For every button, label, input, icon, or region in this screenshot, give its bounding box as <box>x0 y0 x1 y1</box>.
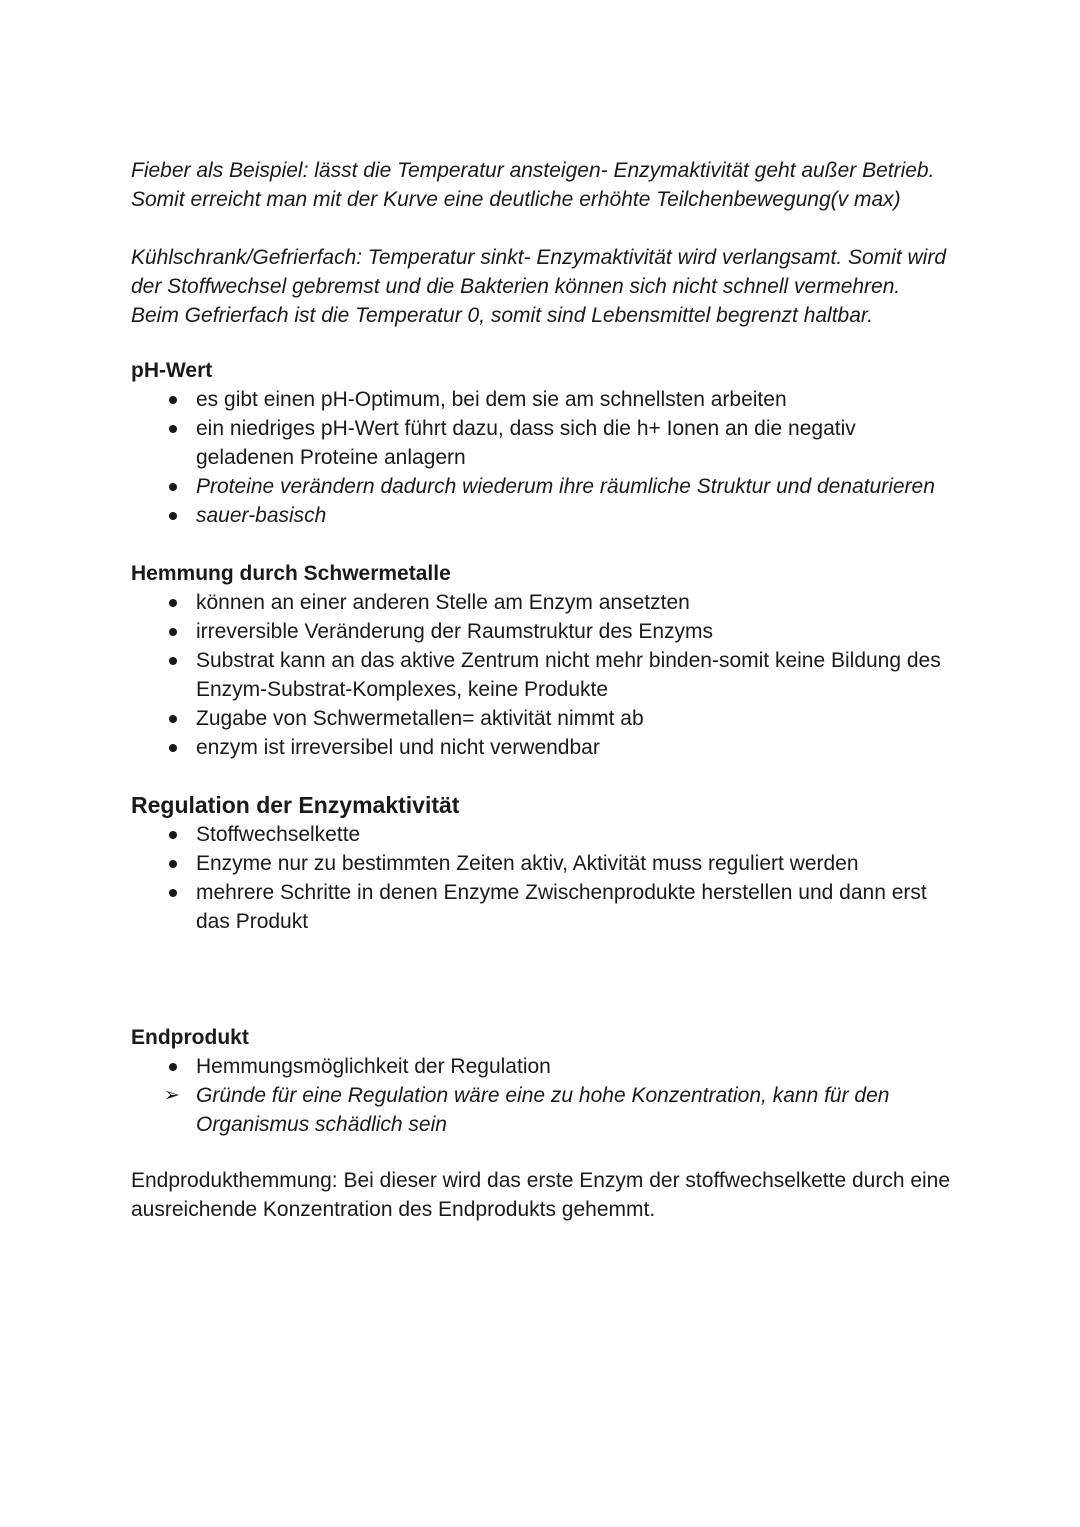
list-item-text: Substrat kann an das aktive Zentrum nicht mehr binden-somit keine Bildung des Enzym-Substrat-Komplexes, keine Produkte <box>196 649 941 701</box>
list-item <box>131 472 951 501</box>
arrow-bullet-icon: ➢ <box>164 1085 180 1106</box>
list-item <box>131 414 951 472</box>
list-item <box>131 849 951 878</box>
list-item <box>131 704 951 733</box>
list-item-text: Stoffwechselkette <box>196 823 361 846</box>
document-page <box>131 156 951 1224</box>
fridge-paragraph: Kühlschrank/Gefrierfach: Temperatur sinkt- Enzymaktivität wird verlangsamt. Somit wird der Stoffwechsel gebremst und die Bakterien können sich nicht schnell vermehren. Beim Gefrierfach ist die Temperatur 0, somit sind Lebensmittel begrenzt haltbar. <box>131 246 947 327</box>
list-item-text: mehrere Schritte in denen Enzyme Zwischenprodukte herstellen und dann erst das Produkt <box>196 881 927 933</box>
list-item-text: Zugabe von Schwermetallen= aktivität nimmt ab <box>196 707 644 730</box>
list-item <box>131 1081 951 1139</box>
endproduct-section <box>131 1023 951 1139</box>
list-item <box>131 617 951 646</box>
list-item-text: es gibt einen pH-Optimum, bei dem sie am schnellsten arbeiten <box>196 388 787 411</box>
list-item <box>131 820 951 849</box>
list-item <box>131 1052 951 1081</box>
list-item <box>131 588 951 617</box>
list-item-text: sauer-basisch <box>196 504 327 527</box>
list-item <box>131 733 951 762</box>
list-item-text: Hemmungsmöglichkeit der Regulation <box>196 1055 551 1078</box>
list-item-text: Gründe für eine Regulation wäre eine zu hohe Konzentration, kann für den Organismus schädlich sein <box>196 1084 890 1136</box>
fever-paragraph: Fieber als Beispiel: lässt die Temperatur ansteigen- Enzymaktivität geht außer Betrieb. Somit erreicht man mit der Kurve eine deutliche erhöhte Teilchenbewegung(v max) <box>131 159 935 211</box>
list-item-text: Enzyme nur zu bestimmten Zeiten aktiv, Aktivität muss reguliert werden <box>196 852 859 875</box>
ph-list <box>131 385 951 530</box>
list-item <box>131 501 951 530</box>
regulation-list <box>131 820 951 936</box>
list-item <box>131 878 951 936</box>
list-item-text: Proteine verändern dadurch wiederum ihre räumliche Struktur und denaturieren <box>196 475 935 498</box>
list-item-text: können an einer anderen Stelle am Enzym ansetzten <box>196 591 690 614</box>
ph-heading: pH-Wert <box>131 359 213 382</box>
list-item <box>131 646 951 704</box>
endproduct-list <box>131 1052 951 1139</box>
heavy-metals-section <box>131 559 951 762</box>
list-item-text: enzym ist irreversibel und nicht verwendbar <box>196 736 600 759</box>
endproduct-heading: Endprodukt <box>131 1026 249 1049</box>
heavy-metals-heading: Hemmung durch Schwermetalle <box>131 562 451 585</box>
regulation-section <box>131 791 951 936</box>
list-item-text: ein niedriges pH-Wert führt dazu, dass sich die h+ Ionen an die negativ geladenen Proteine anlagern <box>196 417 856 469</box>
list-item-text: irreversible Veränderung der Raumstruktur des Enzyms <box>196 620 714 643</box>
heavy-metals-list <box>131 588 951 762</box>
list-item <box>131 385 951 414</box>
ph-section <box>131 356 951 530</box>
regulation-heading: Regulation der Enzymaktivität <box>131 792 460 818</box>
endproduct-inhibition-paragraph: Endprodukthemmung: Bei dieser wird das erste Enzym der stoffwechselkette durch eine ausreichende Konzentration des Endprodukts gehemmt. <box>131 1169 951 1221</box>
